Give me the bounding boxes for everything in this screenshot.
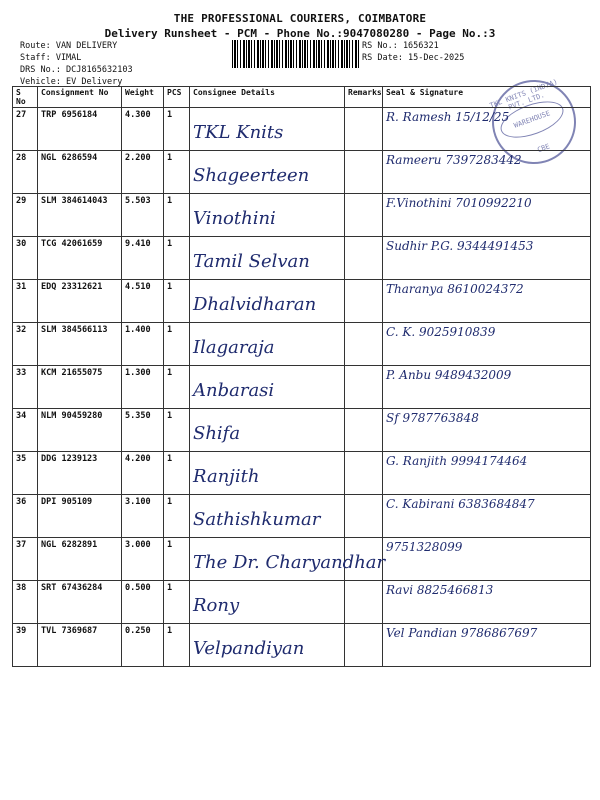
remarks-cell bbox=[345, 280, 383, 323]
consignment-cell: EDQ 23312621 bbox=[38, 280, 122, 323]
pcs-cell: 1 bbox=[164, 409, 190, 452]
consignee-handwriting: Anbarasi bbox=[193, 380, 275, 401]
remarks-cell bbox=[345, 624, 383, 667]
weight-cell: 3.100 bbox=[122, 495, 164, 538]
consignee-handwriting: Dhalvidharan bbox=[193, 294, 317, 315]
remarks-cell bbox=[345, 108, 383, 151]
company-title: THE PROFESSIONAL COURIERS, COIMBATORE bbox=[173, 12, 427, 25]
rs-no-line: RS No.: 1656321 bbox=[362, 41, 439, 51]
signature-cell bbox=[383, 581, 591, 624]
sno-cell: 37 bbox=[13, 538, 38, 581]
sno-cell: 36 bbox=[13, 495, 38, 538]
col-pcs: PCS bbox=[164, 87, 190, 108]
table-row bbox=[13, 495, 591, 538]
table-row bbox=[13, 452, 591, 495]
consignee-cell bbox=[190, 409, 345, 452]
consignee-handwriting: The Dr. Charyandhar bbox=[193, 552, 386, 573]
consignee-handwriting: Shifa bbox=[193, 423, 241, 444]
signature-handwriting: Tharanya 8610024372 bbox=[386, 282, 524, 296]
consignee-handwriting: Rony bbox=[193, 595, 240, 616]
sno-cell: 34 bbox=[13, 409, 38, 452]
weight-cell: 4.510 bbox=[122, 280, 164, 323]
table-row bbox=[13, 323, 591, 366]
signature-cell bbox=[383, 538, 591, 581]
runsheet-subtitle: Delivery Runsheet - PCM - Phone No.:9047080280 - Page No.:3 bbox=[104, 27, 496, 40]
remarks-cell bbox=[345, 409, 383, 452]
col-signature: Seal & Signature bbox=[383, 87, 591, 108]
table-row bbox=[13, 237, 591, 280]
consignment-cell: SRT 67436284 bbox=[38, 581, 122, 624]
weight-cell: 1.400 bbox=[122, 323, 164, 366]
table-row bbox=[13, 409, 591, 452]
vehicle-line: Vehicle: EV Delivery bbox=[20, 77, 123, 87]
consignee-cell bbox=[190, 323, 345, 366]
pcs-cell: 1 bbox=[164, 581, 190, 624]
remarks-cell bbox=[345, 581, 383, 624]
consignee-cell bbox=[190, 237, 345, 280]
consignment-cell: SLM 384566113 bbox=[38, 323, 122, 366]
table-row bbox=[13, 581, 591, 624]
sno-cell: 30 bbox=[13, 237, 38, 280]
pcs-cell: 1 bbox=[164, 624, 190, 667]
remarks-cell bbox=[345, 495, 383, 538]
pcs-cell: 1 bbox=[164, 495, 190, 538]
consignee-handwriting: TKL Knits bbox=[193, 122, 284, 143]
stamp-bottom-text: CBE bbox=[536, 142, 551, 155]
consignee-handwriting: Ranjith bbox=[193, 466, 260, 487]
pcs-cell: 1 bbox=[164, 452, 190, 495]
signature-cell bbox=[383, 280, 591, 323]
signature-handwriting: Ravi 8825466813 bbox=[386, 583, 494, 597]
signature-handwriting: P. Anbu 9489432009 bbox=[386, 368, 512, 382]
consignee-cell bbox=[190, 280, 345, 323]
consignee-handwriting: Ilagaraja bbox=[193, 337, 275, 358]
sno-cell: 32 bbox=[13, 323, 38, 366]
sno-cell: 38 bbox=[13, 581, 38, 624]
pcs-cell: 1 bbox=[164, 237, 190, 280]
consignee-cell bbox=[190, 495, 345, 538]
col-consignee: Consignee Details bbox=[190, 87, 345, 108]
signature-handwriting: Sf 9787763848 bbox=[386, 411, 479, 425]
weight-cell: 5.503 bbox=[122, 194, 164, 237]
consignment-cell: SLM 384614043 bbox=[38, 194, 122, 237]
signature-cell bbox=[383, 108, 591, 151]
consignee-cell bbox=[190, 366, 345, 409]
consignment-cell: DDG 1239123 bbox=[38, 452, 122, 495]
consignee-handwriting: Sathishkumar bbox=[193, 509, 321, 530]
drs-line: DRS No.: DCJ8165632103 bbox=[20, 65, 133, 75]
table-row bbox=[13, 280, 591, 323]
pcs-cell: 1 bbox=[164, 280, 190, 323]
table-row bbox=[13, 194, 591, 237]
consignee-cell bbox=[190, 538, 386, 581]
signature-handwriting: Rameeru 7397283442 bbox=[386, 153, 522, 167]
weight-cell: 4.300 bbox=[122, 108, 164, 151]
signature-cell bbox=[383, 452, 591, 495]
pcs-cell: 1 bbox=[164, 538, 190, 581]
consignee-cell bbox=[190, 194, 345, 237]
route-line: Route: VAN DELIVERY bbox=[20, 41, 118, 51]
col-weight: Weight bbox=[122, 87, 164, 108]
pcs-cell: 1 bbox=[164, 323, 190, 366]
signature-cell bbox=[383, 237, 591, 280]
consignment-cell: KCM 21655075 bbox=[38, 366, 122, 409]
signature-cell bbox=[383, 194, 591, 237]
runsheet-table bbox=[12, 86, 591, 667]
consignment-cell: TCG 42061659 bbox=[38, 237, 122, 280]
remarks-cell bbox=[345, 452, 383, 495]
signature-cell bbox=[383, 495, 591, 538]
weight-cell: 9.410 bbox=[122, 237, 164, 280]
signature-cell bbox=[383, 366, 591, 409]
remarks-cell bbox=[345, 323, 383, 366]
remarks-cell bbox=[345, 237, 383, 280]
col-sno: S No bbox=[13, 87, 38, 108]
staff-line: Staff: VIMAL bbox=[20, 53, 82, 63]
weight-cell: 3.000 bbox=[122, 538, 164, 581]
weight-cell: 4.200 bbox=[122, 452, 164, 495]
pcs-cell: 1 bbox=[164, 194, 190, 237]
sno-cell: 35 bbox=[13, 452, 38, 495]
consignment-cell: TVL 7369687 bbox=[38, 624, 122, 667]
consignment-cell: DPI 905109 bbox=[38, 495, 122, 538]
sno-cell: 27 bbox=[13, 108, 38, 151]
consignee-cell bbox=[190, 108, 345, 151]
consignment-cell: NGL 6282891 bbox=[38, 538, 122, 581]
consignment-cell: NLM 90459280 bbox=[38, 409, 122, 452]
pcs-cell: 1 bbox=[164, 366, 190, 409]
sno-cell: 31 bbox=[13, 280, 38, 323]
signature-cell bbox=[383, 624, 591, 667]
weight-cell: 0.500 bbox=[122, 581, 164, 624]
table-row bbox=[13, 538, 591, 581]
consignee-cell bbox=[190, 581, 345, 624]
meta-right bbox=[362, 40, 464, 64]
signature-cell bbox=[383, 409, 591, 452]
weight-cell: 1.300 bbox=[122, 366, 164, 409]
sno-cell: 33 bbox=[13, 366, 38, 409]
remarks-cell bbox=[345, 151, 383, 194]
remarks-cell bbox=[345, 366, 383, 409]
sno-cell: 29 bbox=[13, 194, 38, 237]
meta-left bbox=[20, 40, 133, 88]
remarks-cell bbox=[345, 194, 383, 237]
rs-date-line: RS Date: 15-Dec-2025 bbox=[362, 53, 465, 63]
sno-cell: 39 bbox=[13, 624, 38, 667]
consignee-handwriting: Shageerteen bbox=[193, 165, 310, 186]
weight-cell: 0.250 bbox=[122, 624, 164, 667]
consignee-handwriting: Velpandiyan bbox=[193, 638, 305, 659]
consignee-cell bbox=[190, 151, 345, 194]
stamp-mid-text: WAREHOUSE bbox=[496, 94, 568, 145]
table-row bbox=[13, 108, 591, 151]
signature-handwriting: F.Vinothini 7010992210 bbox=[386, 196, 532, 210]
table-row bbox=[13, 624, 591, 667]
signature-handwriting: Vel Pandian 9786867697 bbox=[386, 626, 538, 640]
pcs-cell: 1 bbox=[164, 151, 190, 194]
stamp-top-text: TKL KNITS (INDIA) PVT. LTD. bbox=[488, 77, 559, 112]
consignee-cell bbox=[190, 452, 345, 495]
weight-cell: 2.200 bbox=[122, 151, 164, 194]
consignee-handwriting: Vinothini bbox=[193, 208, 276, 229]
pcs-cell: 1 bbox=[164, 108, 190, 151]
signature-handwriting: R. Ramesh 15/12/25 bbox=[386, 110, 510, 124]
signature-handwriting: C. Kabirani 6383684847 bbox=[386, 497, 535, 511]
table-header-row bbox=[13, 87, 591, 108]
barcode bbox=[232, 40, 360, 68]
signature-handwriting: Sudhir P.G. 9344491453 bbox=[386, 239, 534, 253]
consignment-cell: TRP 6956184 bbox=[38, 108, 122, 151]
signature-handwriting: 9751328099 bbox=[386, 540, 463, 554]
signature-handwriting: C. K. 9025910839 bbox=[386, 325, 496, 339]
table-row bbox=[13, 366, 591, 409]
signature-cell bbox=[383, 151, 591, 194]
consignee-handwriting: Tamil Selvan bbox=[193, 251, 310, 272]
col-remarks: Remarks bbox=[345, 87, 383, 108]
col-consignment: Consignment No bbox=[38, 87, 122, 108]
table-row bbox=[13, 151, 591, 194]
weight-cell: 5.350 bbox=[122, 409, 164, 452]
sno-cell: 28 bbox=[13, 151, 38, 194]
consignment-cell: NGL 6286594 bbox=[38, 151, 122, 194]
signature-cell bbox=[383, 323, 591, 366]
signature-handwriting: G. Ranjith 9994174464 bbox=[386, 454, 528, 468]
consignee-cell bbox=[190, 624, 345, 667]
